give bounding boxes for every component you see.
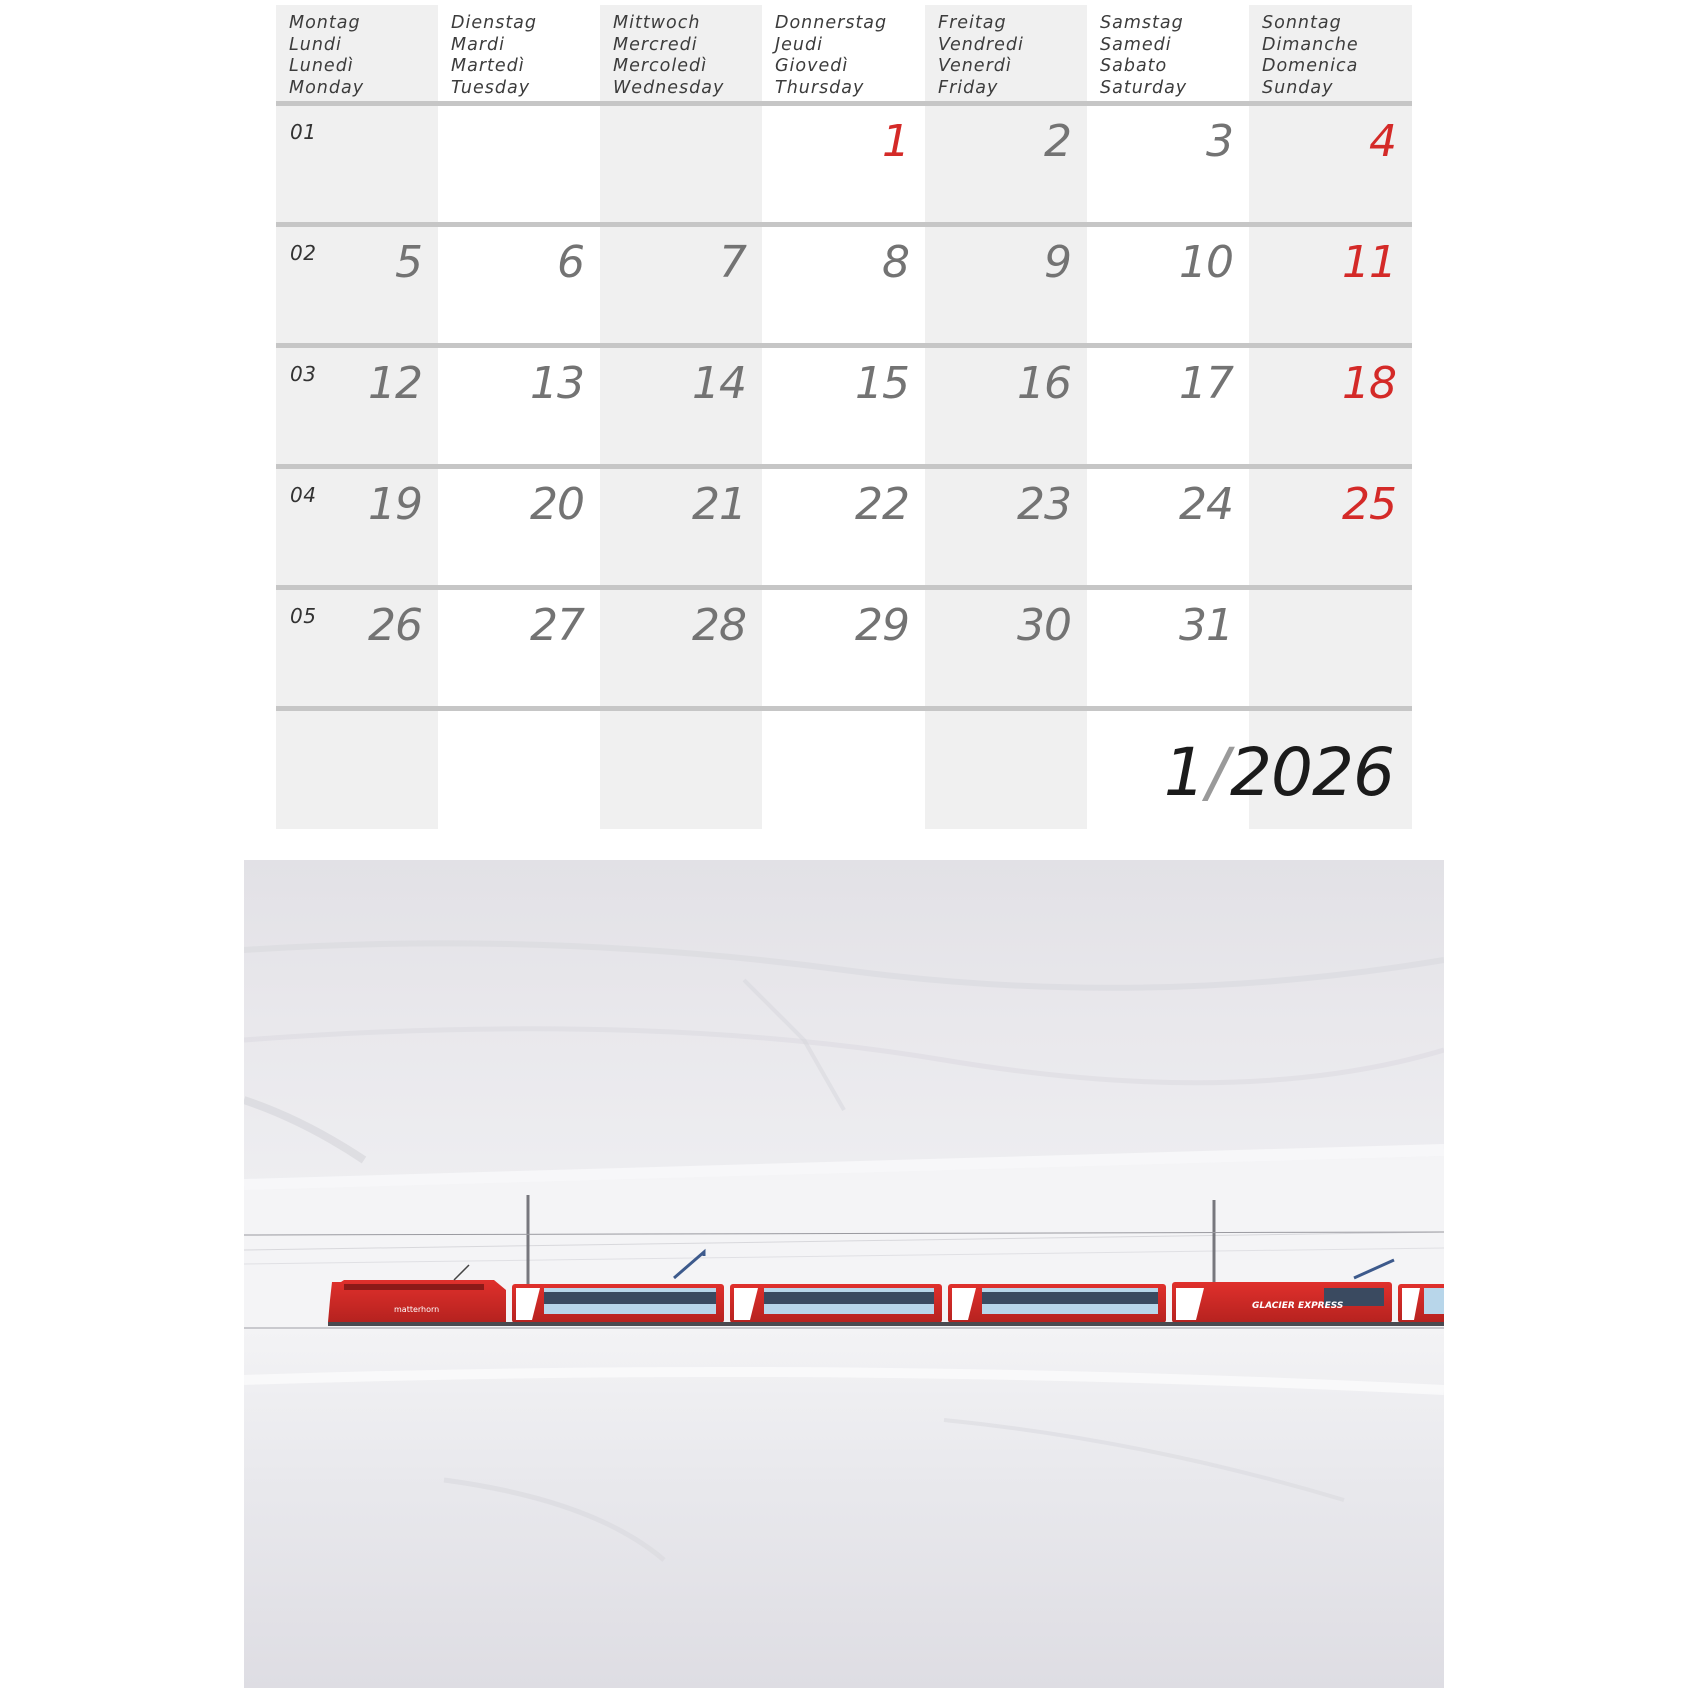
- weekday-name-it: Domenica: [1262, 56, 1359, 77]
- snow-landscape-image: [244, 860, 1444, 1688]
- day-number: 29: [855, 600, 909, 651]
- svg-text:matterhorn: matterhorn: [394, 1305, 440, 1314]
- year-number: 2026: [1230, 734, 1394, 811]
- week-number: 04: [290, 483, 317, 507]
- weekday-name-it: Mercoledì: [613, 56, 707, 77]
- calendar-grid: [276, 5, 1412, 829]
- weekday-name-it: Sabato: [1100, 56, 1168, 77]
- week-divider: [276, 585, 1412, 590]
- weekday-name-en: Wednesday: [613, 77, 725, 98]
- week-divider: [276, 343, 1412, 348]
- weekday-header: [925, 5, 1087, 101]
- weekday-name-de: Montag: [289, 13, 361, 33]
- weekday-name-fr: Lundi: [289, 34, 342, 55]
- day-number: 27: [530, 600, 584, 651]
- day-number: 11: [1342, 237, 1396, 288]
- day-number: 14: [692, 358, 746, 409]
- day-number: 6: [557, 237, 584, 288]
- weekday-name-it: Martedì: [451, 56, 525, 77]
- weekday-header: [276, 5, 438, 101]
- day-number: 17: [1179, 358, 1233, 409]
- day-number: 9: [1044, 237, 1071, 288]
- day-number: 5: [395, 237, 422, 288]
- weekday-name-de: Dienstag: [451, 13, 538, 33]
- weekday-name-fr: Mardi: [451, 34, 505, 55]
- weekday-header: [1087, 5, 1249, 101]
- weekday-name-de: Samstag: [1100, 13, 1184, 33]
- livery-text: GLACIER EXPRESS: [1252, 1301, 1344, 1311]
- weekday-name-fr: Dimanche: [1262, 34, 1359, 55]
- weekday-name-it: Giovedì: [775, 56, 849, 77]
- day-number: 13: [530, 358, 584, 409]
- day-number: 25: [1342, 479, 1396, 530]
- day-number: 7: [719, 237, 746, 288]
- day-number: 30: [1017, 600, 1071, 651]
- weekday-name-fr: Vendredi: [938, 34, 1024, 55]
- train-photo: [244, 860, 1444, 1688]
- week-number: 05: [290, 604, 317, 628]
- day-number: 15: [855, 358, 909, 409]
- week-divider: [276, 101, 1412, 106]
- weekday-name-fr: Mercredi: [613, 34, 698, 55]
- day-number: 23: [1017, 479, 1071, 530]
- day-number: 2: [1044, 116, 1071, 167]
- day-number: 12: [368, 358, 422, 409]
- week-divider: [276, 464, 1412, 469]
- day-number: 10: [1179, 237, 1233, 288]
- weekday-header: [1249, 5, 1412, 101]
- day-number: 22: [855, 479, 909, 530]
- week-number: 03: [290, 362, 317, 386]
- weekday-name-it: Lunedì: [289, 56, 354, 77]
- day-number: 16: [1017, 358, 1071, 409]
- weekday-name-de: Donnerstag: [775, 13, 888, 33]
- day-number: 18: [1342, 358, 1396, 409]
- week-divider: [276, 706, 1412, 711]
- day-number: 4: [1369, 116, 1396, 167]
- weekday-name-it: Venerdì: [938, 56, 1012, 77]
- week-divider: [276, 222, 1412, 227]
- day-number: 26: [368, 600, 422, 651]
- weekday-name-en: Friday: [938, 77, 999, 98]
- weekday-name-en: Tuesday: [451, 77, 531, 98]
- weekday-name-fr: Jeudi: [775, 34, 823, 55]
- month-year-separator: /: [1206, 734, 1229, 811]
- weekday-name-fr: Samedi: [1100, 34, 1172, 55]
- weekday-name-en: Thursday: [775, 77, 865, 98]
- weekday-name-en: Monday: [289, 77, 365, 98]
- day-number: 24: [1179, 479, 1233, 530]
- day-number: 31: [1179, 600, 1233, 651]
- weekday-name-en: Saturday: [1100, 77, 1188, 98]
- weekday-name-de: Sonntag: [1262, 13, 1342, 33]
- month-number: 1: [1163, 734, 1205, 811]
- weekday-header: [600, 5, 762, 101]
- weekday-header: [438, 5, 600, 101]
- week-number: 01: [290, 120, 317, 144]
- day-number: 28: [692, 600, 746, 651]
- month-year-label: [1164, 734, 1394, 811]
- day-number: 3: [1206, 116, 1233, 167]
- day-number: 20: [530, 479, 584, 530]
- day-number: 19: [368, 479, 422, 530]
- weekday-header: [762, 5, 925, 101]
- weekday-name-de: Mittwoch: [613, 13, 701, 33]
- weekday-name-en: Sunday: [1262, 77, 1334, 98]
- day-number: 21: [692, 479, 746, 530]
- weekday-name-de: Freitag: [938, 13, 1007, 33]
- day-number: 8: [882, 237, 909, 288]
- day-number: 1: [882, 116, 909, 167]
- week-number: 02: [290, 241, 317, 265]
